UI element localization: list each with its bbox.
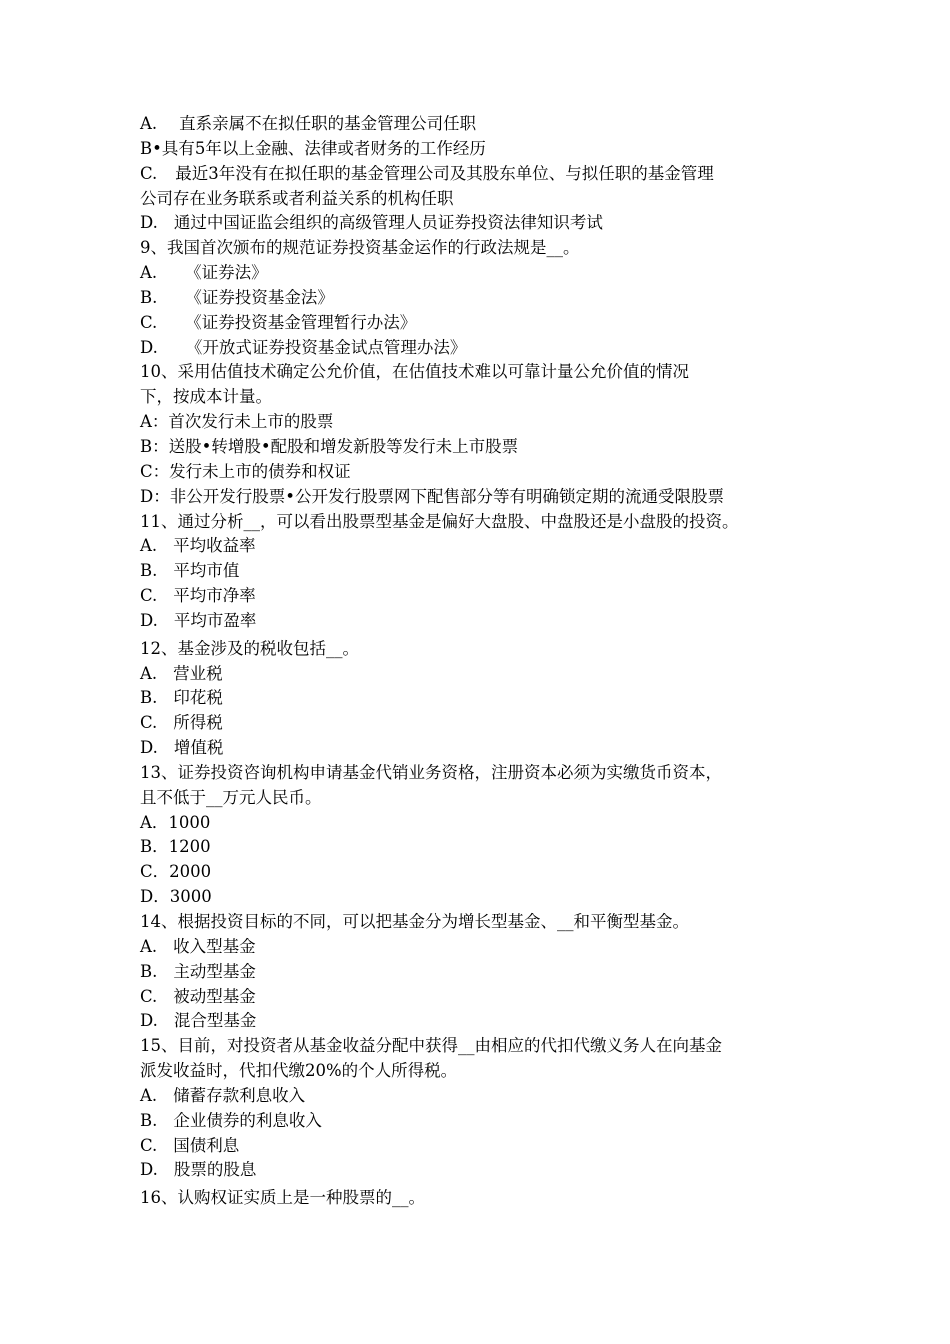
option-label: D. xyxy=(140,337,158,357)
option-text: 储蓄存款利息收入 xyxy=(173,1085,306,1105)
option-label: B. xyxy=(140,1110,158,1130)
option-text: 增值税 xyxy=(173,738,224,758)
question-text: 派发收益时，代扣代缴20%的个人所得税。 xyxy=(140,1061,458,1081)
option-text: 主动型基金 xyxy=(173,961,256,981)
option-text: 具有5年以上金融、法律或者财务的工作经历 xyxy=(161,138,486,158)
option-line xyxy=(140,336,840,361)
option-text: 印花税 xyxy=(173,688,223,708)
text-line xyxy=(140,510,840,535)
option-label: A. xyxy=(140,1085,158,1105)
option-line xyxy=(140,711,840,736)
option-line xyxy=(140,112,840,137)
option-text: 通过中国证监会组织的高级管理人员证券投资法律知识考试 xyxy=(173,213,603,233)
question-text: 12、基金涉及的税收包括__。 xyxy=(140,638,359,658)
option-line xyxy=(140,1084,840,1109)
option-text: 非公开发行股票•公开发行股票网下配售部分等有明确锁定期的流通受限股票 xyxy=(169,486,724,506)
option-line xyxy=(140,311,840,336)
document-body xyxy=(140,112,840,1211)
option-label: B. xyxy=(140,688,158,708)
option-label: C. xyxy=(140,1135,158,1155)
option-text: 国债利息 xyxy=(173,1135,240,1155)
option-line xyxy=(140,1158,840,1183)
option-line xyxy=(140,985,840,1010)
option-label: A. xyxy=(140,114,158,133)
option-label: B. xyxy=(140,287,158,307)
text-line xyxy=(140,910,840,935)
option-label: B． xyxy=(140,837,169,857)
option-label: C. xyxy=(140,163,158,183)
option-line xyxy=(140,559,840,584)
option-text: 企业债券的利息收入 xyxy=(173,1110,322,1130)
option-line xyxy=(140,534,840,559)
option-label: C. xyxy=(140,986,158,1006)
question-text: 且不低于__万元人民币。 xyxy=(140,787,322,807)
option-text: 直系亲属不在拟任职的基金管理公司任职 xyxy=(179,114,477,133)
option-text: 股票的股息 xyxy=(173,1160,257,1180)
option-text: 《证券投资基金法》 xyxy=(185,287,334,307)
option-label: C. xyxy=(140,586,158,606)
option-line xyxy=(140,137,840,162)
option-label: C． xyxy=(140,862,170,882)
option-label: A. xyxy=(140,536,158,556)
option-text: 所得税 xyxy=(173,713,223,733)
option-label: A. xyxy=(140,663,158,683)
option-label: B• xyxy=(140,138,162,158)
option-line xyxy=(140,1134,840,1159)
option-label: A． xyxy=(140,812,169,832)
option-line xyxy=(140,736,840,761)
option-line xyxy=(140,811,840,836)
option-text: 被动型基金 xyxy=(173,986,256,1006)
option-text: 送股•转增股•配股和增发新股等发行未上市股票 xyxy=(168,436,519,456)
option-text: 平均市净率 xyxy=(173,586,256,606)
text-line xyxy=(140,385,840,410)
option-line xyxy=(140,935,840,960)
question-text: 9、我国首次颁布的规范证券投资基金运作的行政法规是__。 xyxy=(140,238,580,258)
text-line xyxy=(140,1186,840,1211)
option-line xyxy=(140,584,840,609)
option-text: 最近3年没有在拟任职的基金管理公司及其股东单位、与拟任职的基金管理 xyxy=(175,163,714,183)
option-label: D. xyxy=(140,610,158,630)
option-text: 首次发行未上市的股票 xyxy=(168,412,334,432)
option-text: 1000 xyxy=(168,812,211,832)
option-label: C. xyxy=(140,312,158,332)
option-text: 平均市盈率 xyxy=(173,610,257,630)
option-label: D． xyxy=(140,887,170,907)
option-line xyxy=(140,435,840,460)
option-label: D. xyxy=(140,213,158,233)
option-text: 营业税 xyxy=(173,663,223,683)
option-label: B. xyxy=(140,961,158,981)
text-line xyxy=(140,1034,840,1059)
question-text: 14、根据投资目标的不同，可以把基金分为增长型基金、__和平衡型基金。 xyxy=(140,912,689,931)
option-line xyxy=(140,835,840,860)
option-label: A. xyxy=(140,263,158,283)
option-label: D. xyxy=(140,738,158,758)
question-text: 16、认购权证实质上是一种股票的__。 xyxy=(140,1188,425,1208)
option-line xyxy=(140,286,840,311)
question-text: 13、证券投资咨询机构申请基金代销业务资格，注册资本必须为实缴货币资本， xyxy=(140,762,722,782)
option-label: C： xyxy=(140,461,170,481)
question-text: 下，按成本计量。 xyxy=(140,387,272,407)
option-label: A： xyxy=(140,412,169,432)
text-line xyxy=(140,360,840,385)
option-text: 收入型基金 xyxy=(173,936,256,956)
option-line xyxy=(140,686,840,711)
option-text: 《证券法》 xyxy=(185,263,268,283)
question-text: 11、通过分析__，可以看出股票型基金是偏好大盘股、中盘股还是小盘股的投资。 xyxy=(140,511,739,531)
option-text: 2000 xyxy=(169,862,212,882)
option-line xyxy=(140,410,840,435)
option-line xyxy=(140,1009,840,1034)
option-text: 3000 xyxy=(169,887,212,907)
option-label: A. xyxy=(140,936,158,956)
question-text: 15、目前，对投资者从基金收益分配中获得__由相应的代扣代缴义务人在向基金 xyxy=(140,1036,722,1056)
option-line xyxy=(140,211,840,236)
text-line xyxy=(140,187,840,212)
text-line xyxy=(140,236,840,261)
option-label: D. xyxy=(140,1160,158,1180)
option-label: B. xyxy=(140,561,158,581)
text-line xyxy=(140,637,840,662)
text-line xyxy=(140,761,840,786)
option-line xyxy=(140,261,840,286)
option-text: 发行未上市的债券和权证 xyxy=(169,461,351,481)
option-label: D： xyxy=(140,486,170,506)
option-line xyxy=(140,885,840,910)
option-line xyxy=(140,860,840,885)
text-line xyxy=(140,786,840,811)
option-line xyxy=(140,162,840,187)
option-text: 混合型基金 xyxy=(173,1011,257,1031)
question-text: 10、采用估值技术确定公允价值，在估值技术难以可靠计量公允价值的情况 xyxy=(140,362,689,382)
option-line xyxy=(140,1109,840,1134)
option-text: 《开放式证券投资基金试点管理办法》 xyxy=(185,337,467,357)
text-line xyxy=(140,1059,840,1084)
option-line xyxy=(140,609,840,634)
question-text: 公司存在业务联系或者利益关系的机构任职 xyxy=(140,188,454,208)
option-label: C. xyxy=(140,713,158,733)
option-line xyxy=(140,662,840,687)
option-text: 平均收益率 xyxy=(173,536,256,556)
option-line xyxy=(140,460,840,485)
option-line xyxy=(140,960,840,985)
option-label: D. xyxy=(140,1011,158,1031)
option-text: 平均市值 xyxy=(173,561,240,581)
option-text: 《证券投资基金管理暂行办法》 xyxy=(185,312,417,332)
option-text: 1200 xyxy=(168,837,211,857)
option-label: B： xyxy=(140,436,169,456)
option-line xyxy=(140,485,840,510)
